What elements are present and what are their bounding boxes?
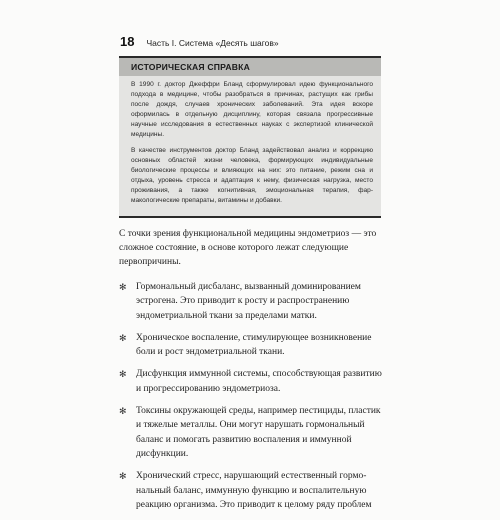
historical-note-box [119,57,381,216]
box-top-rule [119,56,381,58]
list-item [119,404,385,461]
asterisk-icon: ✻ [119,282,127,292]
list-item-text: Токсины окружающей среды, например пестициды, пластик и тяжелые металлы. Они могут нарушать гормональный баланс и помогать развитию воспаления и иммунной дисфункции. [136,406,381,459]
main-text [119,227,385,520]
box-paragraph: В качестве инструментов доктор Бланд задействовал анализ и коррекцию основных областей жизни человека, формирующих индивидуальные биологические процессы и влияющих на них: это питание, режим сна и отдыха, уровень стресса и адаптация к нему, физическая нагрузка, место проживания, а также когнитивная, эмоциональная терапия, фармакологические препараты, витамины и добавки. [131,147,373,204]
asterisk-icon: ✻ [119,369,127,380]
box-title: ИСТОРИЧЕСКАЯ СПРАВКА [119,57,381,76]
list-item-text: Гормональный дисбаланс, вызванный доминированием эстрогена. Это приводит к росту и распространению эндометриальной ткани за пределами матки. [136,282,361,321]
running-head: Часть I. Система «Десять шагов» [146,38,279,48]
list-item [119,469,385,512]
asterisk-icon: ✻ [119,332,127,343]
list-item [119,367,385,396]
page-header [120,34,279,49]
page-number: 18 [120,34,135,49]
box-body [119,76,381,216]
list-item-text: Хроническое воспаление, стимулирующее возникновение боли и рост эндометриальной ткани. [136,332,372,358]
box-paragraph: В 1990 г. доктор Джеффри Бланд сформулировал идею функционального подхода в медицине, чтобы разобраться в причинах, растущих как грибы после дождя, случаев хронических заболеваний. Эта идея вскоре оформилась в отдельную дисциплину, которая связала прогрессивные научные исследования в естественных науках с экспертизой клинической медицины. [131,81,373,138]
list-item [119,280,385,323]
causes-list [119,280,385,512]
intro-paragraph: С точки зрения функциональной медицины эндометриоз — это сложное состояние, в основе которого лежат следующие первопричины. [119,229,377,267]
asterisk-icon: ✻ [119,406,127,417]
list-item-text: Дисфункция иммунной системы, способствующая развитию и прогрессированию эндометриоза. [136,369,382,394]
list-item-text: Хронический стресс, нарушающий естественный гормональный баланс, иммунную функцию и воспалительную реакцию организма. Это приводит к целому ряду проблем [136,471,372,510]
box-bottom-rule [119,216,381,218]
list-item [119,331,385,360]
asterisk-icon: ✻ [119,471,127,482]
